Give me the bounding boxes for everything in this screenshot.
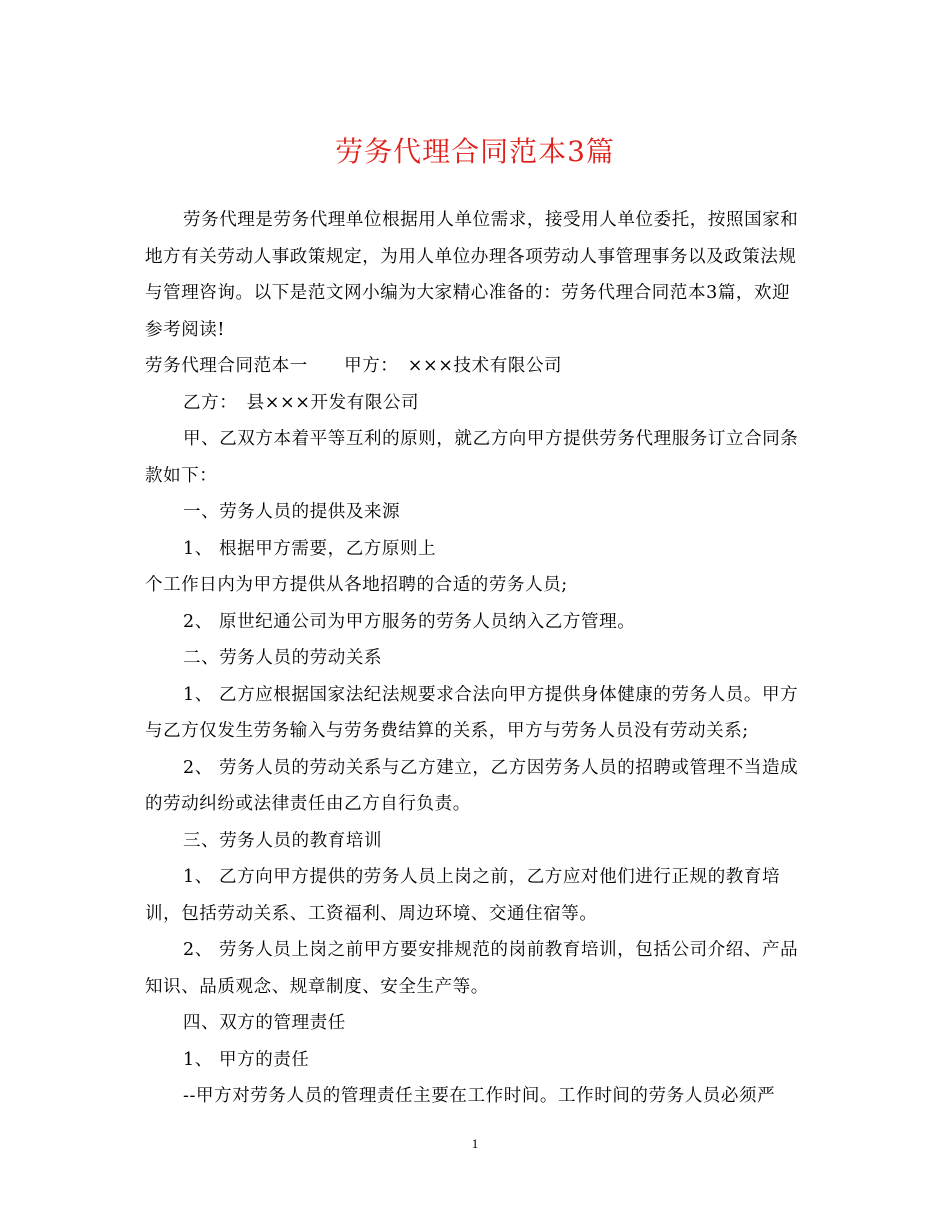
clause-4-1-text: --甲方对劳务人员的管理责任主要在工作时间。工作时间的劳务人员必须严 xyxy=(183,1086,776,1106)
page-number: 1 xyxy=(471,1136,479,1151)
section-heading-3: 三、劳务人员的教育培训 xyxy=(183,830,383,851)
section-heading-2: 二、劳务人员的劳动关系 xyxy=(183,648,383,668)
document-body xyxy=(145,202,805,1115)
clause-2-2: 2、 劳务人员的劳动关系与乙方建立，乙方因劳务人员的招聘或管理不当造成的劳动纠纷或法律责任由乙方自行负责。 xyxy=(145,757,799,814)
clause-4-1: 1、 甲方的责任 xyxy=(183,1049,310,1070)
clause-1-1: 1、 根据甲方需要，乙方原则上 xyxy=(183,538,437,559)
agreement-paragraph: 甲、乙双方本着平等互利的原则，就乙方向甲方提供劳务代理服务订立合同条款如下： xyxy=(145,429,799,486)
section-heading-1: 一、劳务人员的提供及来源 xyxy=(183,502,401,522)
intro-paragraph: 劳务代理是劳务代理单位根据用人单位需求，接受用人单位委托，按照国家和地方有关劳动人事政策规定，为用人单位办理各项劳动人事管理事务以及政策法规与管理咨询。以下是范文网小编为大家精心准备的：劳务代理合同范本3篇，欢迎参考阅读! xyxy=(145,210,799,340)
clause-1-1-cont: 个工作日内为甲方提供从各地招聘的合适的劳务人员; xyxy=(145,575,568,595)
party-b-line: 乙方： 县×××开发有限公司 xyxy=(183,392,420,413)
clause-1-2: 2、 原世纪通公司为甲方服务的劳务人员纳入乙方管理。 xyxy=(183,611,636,632)
clause-2-1: 1、 乙方应根据国家法纪法规要求合法向甲方提供身体健康的劳务人员。甲方与乙方仅发生劳务输入与劳务费结算的关系，甲方与劳务人员没有劳动关系; xyxy=(145,684,799,741)
document-title: 劳务代理合同范本3篇 xyxy=(335,135,615,168)
clause-3-1: 1、 乙方向甲方提供的劳务人员上岗之前，乙方应对他们进行正规的教育培训，包括劳动关系、工资福利、周边环境、交通住宿等。 xyxy=(145,867,781,924)
clause-3-2: 2、 劳务人员上岗之前甲方要安排规范的岗前教育培训，包括公司介绍、产品知识、品质观念、规章制度、安全生产等。 xyxy=(145,940,799,997)
contract-heading-party-a: 劳务代理合同范本一 甲方： ×××技术有限公司 xyxy=(145,356,563,376)
section-heading-4: 四、双方的管理责任 xyxy=(183,1013,346,1033)
